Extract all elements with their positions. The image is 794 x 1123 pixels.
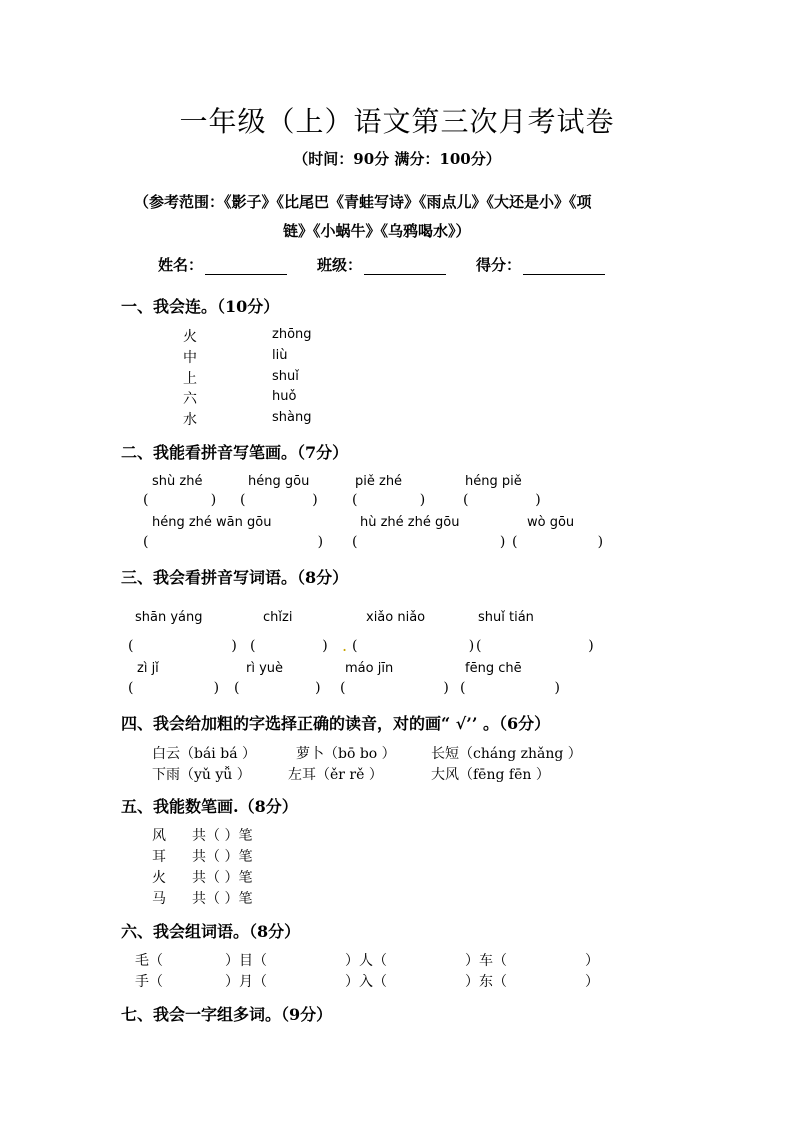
word-blank[interactable]: ）月（	[225, 974, 267, 990]
pinyin-item: wò gōu	[527, 515, 575, 530]
score-field[interactable]	[476, 254, 605, 275]
char-item: 火	[183, 329, 197, 345]
char-item: 上	[183, 371, 197, 387]
answer-blank[interactable]: ( )	[512, 534, 604, 550]
section-4-heading: 四、我会给加粗的字选择正确的读音，对的画“ √’’ 。（6分）	[121, 714, 551, 733]
pinyin-item: shuǐ tián	[478, 610, 534, 625]
word-blank[interactable]: 毛（	[135, 953, 163, 969]
stray-dot: .	[342, 636, 348, 655]
pinyin-item: chǐzi	[263, 610, 293, 625]
pinyin-item: liù	[272, 348, 288, 363]
class-field[interactable]	[317, 254, 446, 275]
page-title: 一年级（上）语文第三次月考试卷	[179, 105, 615, 138]
answer-blank[interactable]: ( )	[476, 638, 594, 654]
pinyin-item: piě zhé	[355, 474, 403, 489]
name-blank[interactable]	[205, 259, 287, 275]
score-blank[interactable]	[523, 259, 605, 275]
name-field[interactable]	[158, 254, 287, 275]
char-item: 中	[183, 350, 197, 366]
pinyin-item: shù zhé	[152, 474, 203, 489]
pinyin-item: shān yáng	[135, 610, 203, 625]
pinyin-item: shuǐ	[272, 369, 299, 384]
stroke-count-blank[interactable]: 共（ ）笔	[192, 849, 253, 865]
pinyin-item: héng zhé wān gōu	[152, 515, 272, 530]
class-label: 班级：	[317, 256, 363, 274]
reading-choice[interactable]: 下雨（yǔ yǚ ）	[152, 767, 251, 783]
answer-blank[interactable]: ( )	[143, 534, 324, 550]
reading-choice[interactable]: 左耳（ěr rě ）	[288, 767, 383, 783]
word-blank[interactable]: ）目（	[225, 953, 267, 969]
pinyin-item: héng piě	[465, 474, 522, 489]
answer-blank[interactable]: ( )	[128, 680, 220, 696]
char-item: 风	[152, 828, 166, 844]
pinyin-item: hù zhé zhé gōu	[360, 515, 460, 530]
answer-blank[interactable]: ( )	[460, 680, 560, 696]
pinyin-item: zì jǐ	[137, 661, 159, 676]
reading-choice[interactable]: 白云（bái bá ）	[152, 746, 256, 762]
pinyin-item: rì yuè	[246, 661, 284, 676]
name-label: 姓名：	[158, 256, 204, 274]
answer-blank[interactable]: ( )	[352, 492, 426, 508]
answer-blank[interactable]: ( )	[352, 534, 506, 550]
section-7-heading: 七、我会一字组多词。（9分）	[121, 1005, 333, 1024]
word-blank[interactable]: ）	[585, 953, 599, 969]
scope-line-2: 链》《小蜗牛》《乌鸦喝水》）	[283, 222, 471, 240]
pinyin-item: máo jīn	[345, 661, 394, 676]
char-item: 火	[152, 870, 166, 886]
word-blank[interactable]: ）人（	[345, 953, 387, 969]
pinyin-item: héng gōu	[248, 474, 310, 489]
pinyin-item: huǒ	[272, 389, 297, 404]
word-blank[interactable]: ）东（	[465, 974, 507, 990]
pinyin-item: xiǎo niǎo	[366, 610, 426, 625]
word-blank[interactable]: 手（	[135, 974, 163, 990]
section-6-heading: 六、我会组词语。（8分）	[121, 922, 301, 941]
stroke-count-blank[interactable]: 共（ ）笔	[192, 870, 253, 886]
pinyin-item: shàng	[272, 410, 312, 425]
answer-blank[interactable]: ( )	[463, 492, 541, 508]
scope-line-1: （参考范围：《影子》《比尾巴《青蛙写诗》《雨点儿》《大还是小》《项	[134, 193, 592, 211]
answer-blank[interactable]: ( )	[352, 638, 475, 654]
char-item: 六	[183, 391, 197, 407]
reading-choice[interactable]: 大风（fēng fēn ）	[431, 767, 550, 783]
word-blank[interactable]: ）	[585, 974, 599, 990]
reading-choice[interactable]: 长短（cháng zhǎng ）	[431, 746, 582, 762]
stroke-count-blank[interactable]: 共（ ）笔	[192, 828, 253, 844]
score-label: 得分：	[476, 256, 522, 274]
pinyin-item: fēng chē	[465, 661, 522, 676]
word-blank[interactable]: ）车（	[465, 953, 507, 969]
section-3-heading: 三、我会看拼音写词语。（8分）	[121, 568, 349, 587]
answer-blank[interactable]: ( )	[340, 680, 449, 696]
answer-blank[interactable]: ( )	[143, 492, 217, 508]
word-blank[interactable]: ）入（	[345, 974, 387, 990]
answer-blank[interactable]: ( )	[240, 492, 318, 508]
answer-blank[interactable]: ( )	[128, 638, 237, 654]
stroke-count-blank[interactable]: 共（ ）笔	[192, 891, 253, 907]
section-5-heading: 五、我能数笔画.（8分）	[121, 797, 298, 816]
section-2-heading: 二、我能看拼音写笔画。（7分）	[121, 443, 349, 462]
pinyin-item: zhōng	[272, 327, 312, 342]
class-blank[interactable]	[364, 259, 446, 275]
char-item: 水	[183, 412, 197, 428]
answer-blank[interactable]: ( )	[234, 680, 321, 696]
answer-blank[interactable]: ( )	[250, 638, 328, 654]
section-1-heading: 一、我会连。（10分）	[121, 297, 280, 316]
char-item: 耳	[152, 849, 166, 865]
reading-choice[interactable]: 萝卜（bō bo ）	[296, 746, 396, 762]
char-item: 马	[152, 891, 166, 907]
exam-meta: （时间：90分 满分：100分）	[293, 150, 501, 168]
